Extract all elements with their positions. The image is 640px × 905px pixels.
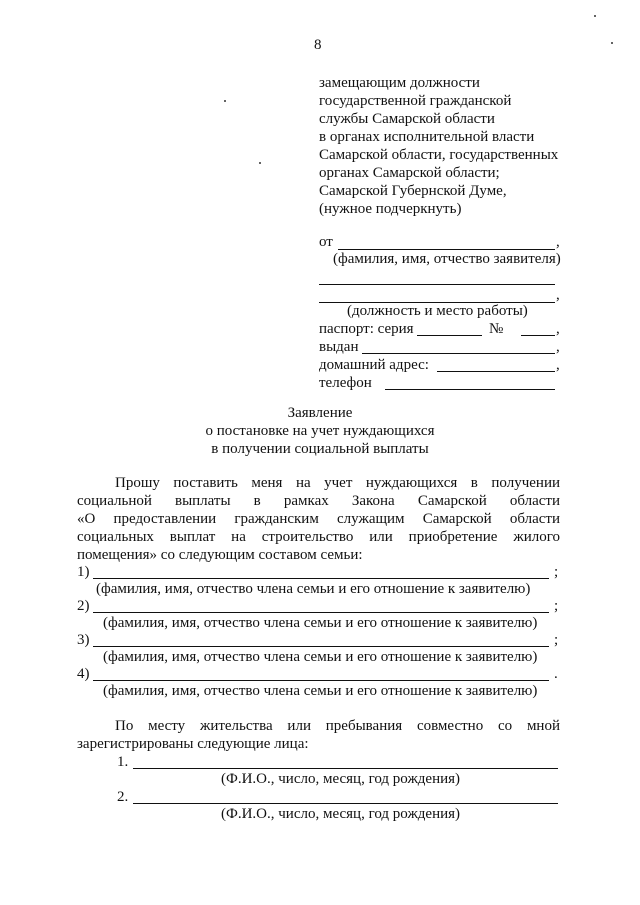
item-end: ;	[554, 632, 559, 648]
registered-person-field[interactable]	[133, 803, 558, 804]
comma: ,	[556, 234, 560, 250]
item-end: ;	[554, 598, 559, 614]
issued-field[interactable]	[362, 353, 555, 354]
registered-person-caption: (Ф.И.О., число, месяц, год рождения)	[221, 806, 461, 822]
family-member-field[interactable]	[93, 578, 549, 579]
page-number: 8	[314, 37, 322, 53]
applicant-blank-line[interactable]	[319, 284, 555, 285]
paragraph-line: Прошу поставить меня на учет нуждающихся в получении	[115, 475, 560, 491]
passport-number-sign: №	[489, 321, 504, 337]
title-line: Заявление	[287, 405, 353, 421]
addressee-line: службы Самарской области	[319, 111, 495, 127]
addressee-line: органах Самарской области;	[319, 165, 500, 181]
family-member-caption: (фамилия, имя, отчество члена семьи и его отношение к заявителю)	[103, 683, 538, 699]
item-end: .	[554, 666, 558, 682]
scan-speck	[259, 162, 261, 164]
passport-label: паспорт: серия	[319, 321, 414, 337]
position-caption: (должность и место работы)	[347, 303, 528, 319]
registered-person-field[interactable]	[133, 768, 558, 769]
family-item-number: 4)	[77, 666, 90, 682]
family-item-number: 3)	[77, 632, 90, 648]
family-member-field[interactable]	[93, 612, 549, 613]
item-end: ;	[554, 564, 559, 580]
addressee-line: замещающим должности	[319, 75, 480, 91]
paragraph-line: «О предоставлении гражданским служащим Самарской области	[77, 511, 560, 527]
registered-item-number: 1.	[117, 754, 129, 770]
family-member-caption: (фамилия, имя, отчество члена семьи и его отношение к заявителю)	[103, 649, 538, 665]
from-label: от	[319, 234, 333, 250]
comma: ,	[556, 357, 560, 373]
paragraph-line: помещения» со следующим составом семьи:	[77, 547, 363, 563]
comma: ,	[556, 321, 560, 337]
addressee-line: в органах исполнительной власти	[319, 129, 535, 145]
passport-series-field[interactable]	[417, 335, 482, 336]
family-item-number: 2)	[77, 598, 90, 614]
comma: ,	[556, 287, 560, 303]
scan-speck	[594, 15, 596, 17]
title-line: в получении социальной выплаты	[211, 441, 429, 457]
addressee-line: Самарской Губернской Думе,	[319, 183, 507, 199]
scan-speck	[224, 100, 226, 102]
scan-speck	[611, 42, 613, 44]
family-member-caption: (фамилия, имя, отчество члена семьи и его отношение к заявителю)	[96, 581, 531, 597]
addressee-line: государственной гражданской	[319, 93, 512, 109]
paragraph-line: социальной выплаты в рамках Закона Самарской области	[77, 493, 560, 509]
phone-field[interactable]	[385, 389, 555, 390]
address-label: домашний адрес:	[319, 357, 429, 373]
addressee-line: Самарской области, государственных	[319, 147, 559, 163]
family-member-field[interactable]	[93, 646, 549, 647]
family-member-caption: (фамилия, имя, отчество члена семьи и его отношение к заявителю)	[103, 615, 538, 631]
family-item-number: 1)	[77, 564, 90, 580]
paragraph-line: По месту жительства или пребывания совместно со мной	[115, 718, 560, 734]
underline-note: (нужное подчеркнуть)	[319, 201, 462, 217]
title-line: о постановке на учет нуждающихся	[205, 423, 435, 439]
address-field[interactable]	[437, 371, 555, 372]
phone-label: телефон	[319, 375, 372, 391]
paragraph-line: социальных выплат на строительство или приобретение жилого	[77, 529, 560, 545]
issued-label: выдан	[319, 339, 359, 355]
comma: ,	[556, 339, 560, 355]
passport-number-field[interactable]	[521, 335, 555, 336]
paragraph-line: зарегистрированы следующие лица:	[77, 736, 309, 752]
family-member-field[interactable]	[93, 680, 549, 681]
registered-person-caption: (Ф.И.О., число, месяц, год рождения)	[221, 771, 461, 787]
applicant-fio-caption: (фамилия, имя, отчество заявителя)	[333, 251, 561, 267]
registered-item-number: 2.	[117, 789, 129, 805]
